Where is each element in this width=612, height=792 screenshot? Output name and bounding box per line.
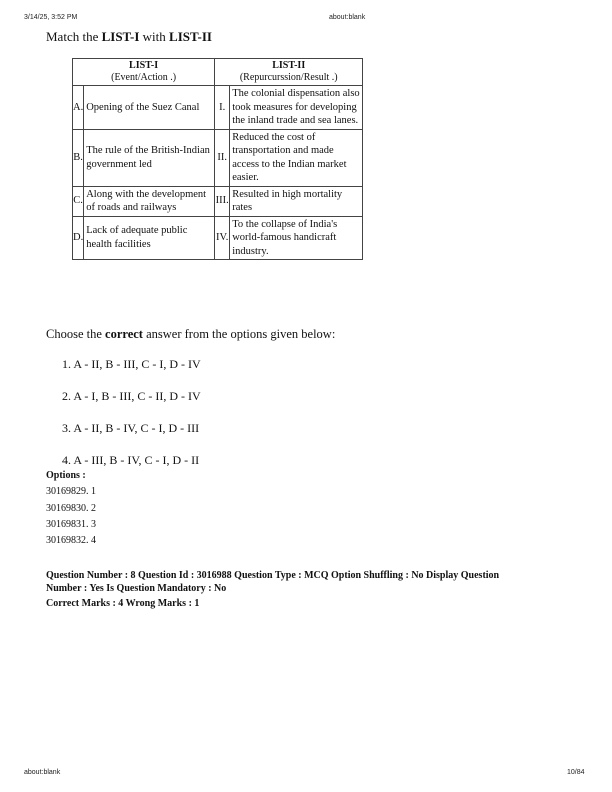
list2-item: The colonial dispensation also took measures for developing the inland trade and sea lanes. [230, 86, 363, 130]
table-row [73, 186, 363, 216]
title-list1: LIST-I [101, 29, 140, 44]
options-label: Options : [46, 470, 86, 481]
title-prefix: Match the [46, 29, 102, 44]
row-key: C. [73, 186, 84, 216]
answer-option-3[interactable]: 3. A - II, B - IV, C - I, D - III [62, 421, 200, 435]
table-row [73, 129, 363, 186]
choose-pre: Choose the [46, 327, 106, 341]
list1-item: Opening of the Suez Canal [84, 86, 215, 130]
footer-url: about:blank [24, 769, 61, 776]
list2-heading: LIST-II [272, 60, 306, 71]
option-id-3: 30169831. 3 [46, 519, 96, 530]
question-title [46, 29, 212, 45]
title-list2: LIST-II [169, 29, 212, 44]
title-mid: with [139, 29, 170, 44]
list1-header [73, 59, 215, 86]
print-datetime: 3/14/25, 3:52 PM [24, 14, 78, 21]
row-roman: III. [215, 186, 230, 216]
list1-heading: LIST-I [129, 60, 159, 71]
list2-header [215, 59, 363, 86]
row-roman: II. [215, 129, 230, 186]
list1-item: Along with the development of roads and railways [84, 186, 215, 216]
match-table [72, 58, 363, 260]
answer-option-4[interactable]: 4. A - III, B - IV, C - I, D - II [62, 453, 200, 467]
list1-item: The rule of the British-Indian government led [84, 129, 215, 186]
option-id-1: 30169829. 1 [46, 486, 96, 497]
row-key: B. [73, 129, 84, 186]
option-id-4: 30169832. 4 [46, 535, 96, 546]
table-header-row [73, 59, 363, 86]
page-number: 10/84 [567, 769, 585, 776]
question-meta-line3: Correct Marks : 4 Wrong Marks : 1 [46, 598, 200, 609]
list2-item: Reduced the cost of transportation and made access to the Indian market easier. [230, 129, 363, 186]
table-row [73, 86, 363, 130]
list2-subheading: (Repurcurssion/Result .) [239, 72, 338, 83]
table-row [73, 216, 363, 260]
choose-post: answer from the options given below: [142, 327, 336, 341]
question-meta-line2: Number : Yes Is Question Mandatory : No [46, 583, 227, 594]
print-url: about:blank [329, 14, 366, 21]
list2-item: Resulted in high mortality rates [230, 186, 363, 216]
row-key: D. [73, 216, 84, 260]
answer-option-1[interactable]: 1. A - II, B - III, C - I, D - IV [62, 357, 201, 371]
list1-item: Lack of adequate public health facilities [84, 216, 215, 260]
choose-instruction [46, 327, 335, 342]
row-roman: IV. [215, 216, 230, 260]
question-meta-line1: Question Number : 8 Question Id : 3016988 Question Type : MCQ Option Shuffling : No Display Question [46, 570, 500, 581]
list1-subheading: (Event/Action .) [111, 72, 177, 83]
row-roman: I. [215, 86, 230, 130]
list2-item: To the collapse of India's world-famous handicraft industry. [230, 216, 363, 260]
row-key: A. [73, 86, 84, 130]
choose-bold: correct [105, 327, 143, 341]
answer-option-2[interactable]: 2. A - I, B - III, C - II, D - IV [62, 389, 201, 403]
option-id-2: 30169830. 2 [46, 503, 96, 514]
